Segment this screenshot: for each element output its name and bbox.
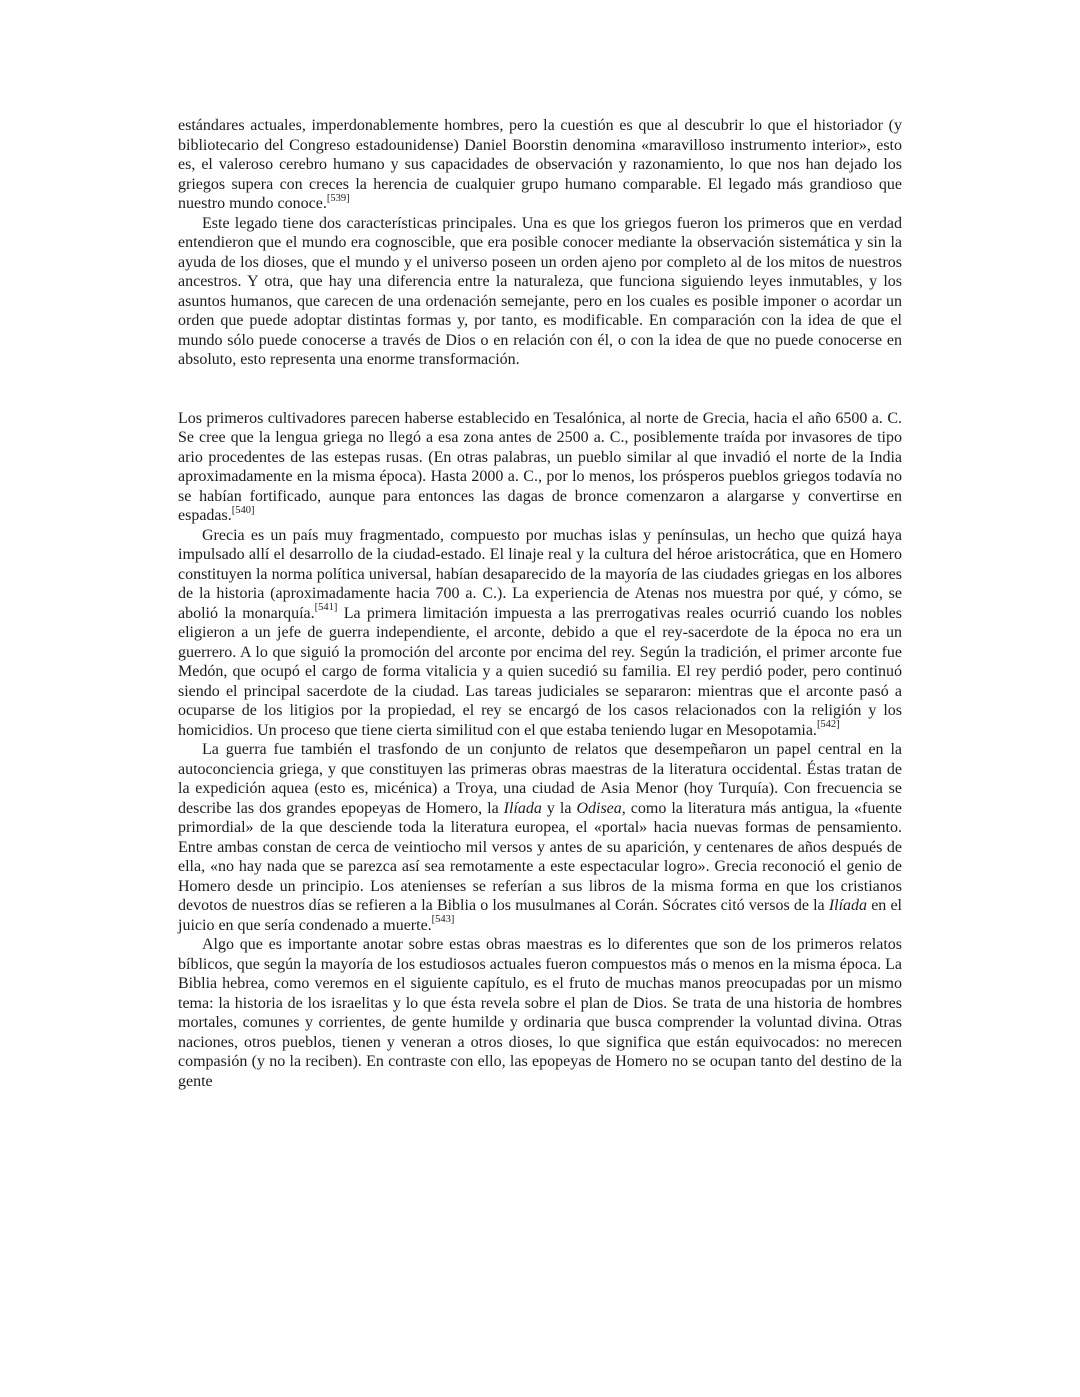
book-title-iliada-2: Ilíada	[828, 897, 868, 914]
footnote-ref-542[interactable]: [542]	[816, 719, 840, 731]
footnote-ref-541[interactable]: [541]	[314, 602, 338, 614]
footnote-ref-543[interactable]: [543]	[431, 914, 455, 926]
body-text: Grecia es un país muy fragmentado, compuesto por muchas islas y penínsulas, un hecho que quizá haya impulsado allí el desarrollo de la ciudad-estado. El linaje real y la cultura del héroe aristocrática, que en Homero constituyen la norma política universal, habían desaparecido de la mayoría de las ciudades griegas en los albores de la historia (aproximadamente hacia 700 a. C.). La experiencia de Atenas nos muestra por qué, y cómo, se abolió la monarquía.	[178, 526, 902, 622]
book-title-iliada: Ilíada	[503, 799, 542, 817]
book-title-odisea: Odisea	[576, 799, 622, 817]
body-text: Algo que es importante anotar sobre estas obras maestras es lo diferentes que son de los primeros relatos bíblicos, que según la mayoría de los estudiosos actuales fueron compuestos más o menos en la misma época. La Biblia hebrea, como veremos en el siguiente capítulo, es el fruto de muchas manos preocupadas por un mismo tema: la historia de los israelitas y lo que ésta revela sobre el plan de Dios. Se trata de una historia de hombres mortales, comunes y corrientes, de gente humilde y ordinaria que busca comprender la voluntad divina. Otras naciones, otros pueblos, tienen y veneran a otros dioses, lo que significa que están equivocados: no merecen compasión (y no la reciben). En contraste con ello, las epopeyas de Homero no se ocupan tanto del destino de la gente	[178, 936, 902, 1090]
body-text: , como la literatura más antigua, la «fuente primordial» de la que desciende toda la literatura europea, el «portal» hacia nuevas formas de pensamiento. Entre ambas constan de cerca de veintiocho mil versos y antes de su aparición, y centenares de años después de ella, «no hay nada que se parezca así sea remotamente a este espectacular logro». Grecia reconoció el genio de Homero desde un principio. Los atenienses se referían a sus libros de la misma forma en que los cristianos devotos de nuestros días se refieren a la Biblia o los musulmanes al Corán. Sócrates citó versos de la	[178, 799, 902, 914]
paragraph-homer-epics	[178, 740, 902, 935]
body-text: Este legado tiene dos características principales. Una es que los griegos fueron los primeros que en verdad entendieron que el mundo era cognoscible, que era posible conocer mediante la observación sistemática y sin la ayuda de los dioses, que el mundo y el universo poseen un orden ajeno por completo al de los mitos de nuestros ancestros. Y otra, que hay una diferencia entre la naturaleza, que funciona siguiendo leyes inmutables, y los asuntos humanos, que carecen de una ordenación semejante, pero en los cuales es posible imponer o acordar un orden que puede adoptar distintas formas y, por tanto, es modificable. En comparación con la idea de que el mundo sólo puede conocerse a través de Dios o en relación con él, o con la idea de que no puede conocerse en absoluto, esto representa una enorme transformación.	[178, 214, 902, 368]
paragraph-biblical-comparison	[178, 935, 902, 1091]
body-text: y la	[541, 799, 577, 817]
text-column	[178, 116, 902, 1091]
paragraph-first-cultivators	[178, 409, 902, 526]
paragraph-two-characteristics	[178, 214, 902, 370]
paragraph-boorstin-legacy	[178, 116, 902, 214]
body-text: en el juicio en que sería condenado a muerte.	[178, 897, 902, 934]
paragraph-city-state-archons	[178, 526, 902, 741]
footnote-ref-540[interactable]: [540]	[231, 504, 255, 516]
body-text: estándares actuales, imperdonablemente hombres, pero la cuestión es que al descubrir lo que el historiador (y bibliotecario del Congreso estadounidense) Daniel Boorstin denomina «maravilloso instrumento interior», esto es, el valeroso cerebro humano y sus capacidades de observación y razonamiento, lo que nos han dejado los griegos supera con creces la herencia de cualquier grupo humano comparable. El legado más grandioso que nuestro mundo conoce.	[178, 117, 902, 212]
body-text: La primera limitación impuesta a las prerrogativas reales ocurrió cuando los nobles eligieron a un jefe de guerra independiente, el arconte, debido a que el rey-sacerdote de la época no era un guerrero. A lo que siguió la promoción del arconte por encima del rey. Según la tradición, el primer arconte fue Medón, que ocupó el cargo de forma vitalicia y a quien sucedió su familia. El rey perdió poder, pero continuó siendo el principal sacerdote de la ciudad. Las tareas judiciales se separaron: mientras que el arconte pasó a ocuparse de los litigios por la propiedad, el rey se encargó de los casos relacionados con la religión y los homicidios. Un proceso que tiene cierta similitud con el que estaba teniendo lugar en Mesopotamia.	[178, 604, 903, 739]
body-text: La guerra fue también el trasfondo de un conjunto de relatos que desempeñaron un papel central en la autoconciencia griega, y que constituyen las primeras obras maestras de la literatura occidental. Éstas tratan de la expedición aquea (esto es, micénica) a Troya, una ciudad de Asia Menor (hoy Turquía). Con frecuencia se describe las dos grandes epopeyas de Homero, la	[178, 741, 902, 817]
footnote-ref-539[interactable]: [539]	[326, 192, 350, 204]
body-text: Los primeros cultivadores parecen haberse establecido en Tesalónica, al norte de Grecia, hacia el año 6500 a. C. Se cree que la lengua griega no llegó a esa zona antes de 2500 a. C., posiblemente traída por invasores de tipo ario procedentes de las estepas rusas. (En otras palabras, un pueblo similar al que invadió el norte de la India aproximadamente en la misma época). Hasta 2000 a. C., por lo menos, los prósperos pueblos griegos todavía no se habían fortificado, aunque para entonces las dagas de bronce comenzaron a alargarse y convertirse en espadas.	[178, 409, 902, 524]
